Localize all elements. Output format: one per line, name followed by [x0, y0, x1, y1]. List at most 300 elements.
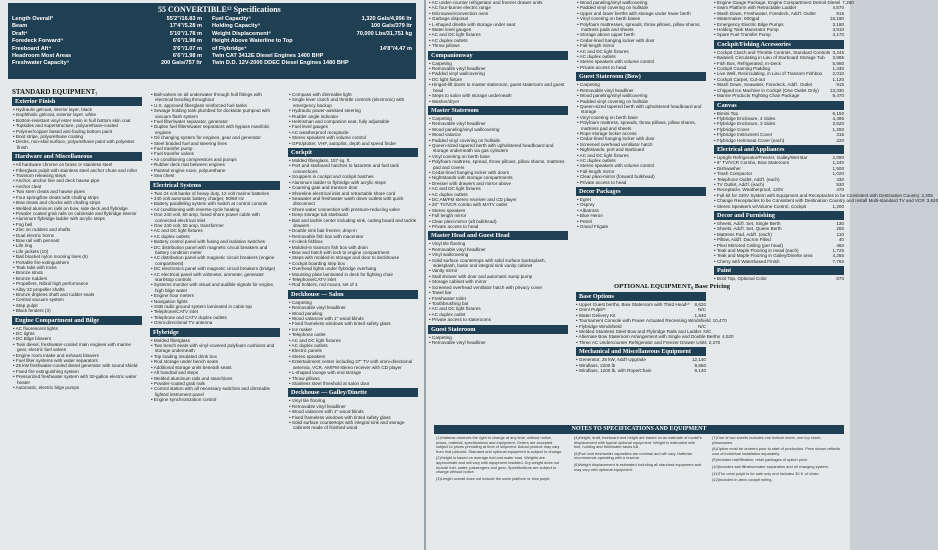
option-label: • Boot Top, Optional Color: [714, 276, 767, 281]
list-item: • L-shaped dinette with storage under seat: [428, 22, 568, 27]
list-item: • Telephone/CATV inlet: [150, 309, 280, 314]
list-item: • Top loading insulated drink box: [150, 354, 280, 359]
list-item: • Steel braided fuel and steering lines: [150, 141, 280, 146]
list-item: • 20" TV/VCR combo with MATV outlet: [428, 202, 568, 207]
list-item: • U.S. approved fiberglass reinforced fuel tanks: [150, 103, 280, 108]
list-item: • Duplex fuel filters/water separators with bypass manifold, engines: [150, 124, 280, 135]
option-price: 2,405: [921, 192, 933, 198]
list-item: • Screened overhead ventilator hatch with privacy cover: [428, 285, 568, 290]
list-item: • Transom releasing steps: [12, 173, 142, 178]
option-label: • Cockpit Clutch and Throttle Controls, Standard Controls: [714, 50, 830, 55]
list-item: • Petrel: [576, 219, 706, 224]
notes-column-2: [574, 436, 702, 548]
list-item: • Fuel filter/water separator, generator: [150, 119, 280, 124]
spec-label: Freshwater Capacity⁵: [12, 60, 70, 67]
spec-column-left: [12, 16, 202, 68]
list-item: • Removable vinyl headliner: [428, 340, 568, 345]
list-item: • Two stern cleats and hawse pipes: [12, 189, 142, 194]
list-item: • Propellers, Nibral high performance: [12, 281, 142, 286]
option-label: • Stereo Speakers w/Volume Control, Cockpit: [714, 204, 806, 209]
list-item: • Carpeting: [576, 82, 706, 87]
list-item: • Fixed frameless windows with tinted safety glass: [288, 415, 418, 420]
price-row: [714, 32, 844, 37]
list-item: • Ice maker: [288, 327, 418, 332]
note-paragraph: (5)Fuel and freshwater capacities are nominal and will vary. Hatteras recommends operating with a reserve.: [574, 450, 692, 461]
option-price: 3,180: [832, 21, 844, 27]
list-item: • Grand Frigate: [576, 224, 706, 229]
list-item: • Throw pillows: [288, 376, 418, 381]
option-label: • Upright Refrigerator/Freezer, Galley/Wet Bar: [714, 155, 807, 160]
price-list: [714, 0, 854, 38]
list-item: • Full-length mirror: [576, 169, 706, 174]
list-item: • Solid surface countertops with integral sink and storage cabinets made of finished wood: [288, 420, 418, 431]
option-price: 1,120: [832, 76, 844, 82]
option-label: • Cherry with Waterbased Finish: [714, 259, 780, 264]
list-item: • Bronze struts: [12, 270, 142, 275]
list-item: • Polyfoam mattresses, spreads, throw pillows, pillow shams, mattress pads and sheets: [576, 22, 706, 33]
section-heading: Paint: [714, 266, 844, 275]
list-item: • Black fenders (3): [12, 308, 142, 313]
section-heading: Cockpit: [288, 148, 418, 157]
list-item: • Wood paneling/vinyl wallcovering: [576, 93, 706, 98]
list-item: • Polyfoam mattress, spreads, throw pillows, pillow shams, mattress pad and sheets: [576, 120, 706, 131]
list-item: • Oil changing system for engines, gear and generator: [150, 135, 280, 140]
list-item: • Engine room intake and exhaust blowers: [12, 353, 142, 358]
option-price: 430: [836, 176, 844, 182]
list-item: • Steps to salon with storage underneath: [428, 93, 568, 98]
list-item: • Automatic, electric bilge pumps: [12, 385, 142, 390]
list-item: • DC AM/FM stereo receiver and CD player: [428, 197, 568, 202]
spec-value: 3'6"/1.07 m: [172, 45, 202, 52]
list-item: • Upper and lower berths with storage under lower berth: [576, 11, 706, 16]
spec-value: 14'8"/4.47 m: [379, 45, 412, 52]
list-item: • Vinyl tile flooring: [428, 241, 568, 246]
option-price: 1,200: [832, 203, 844, 209]
option-price: 4,520: [722, 334, 734, 340]
list-item: • Removable vinyl headliner: [576, 88, 706, 93]
list-item: • AC duplex outlets: [428, 38, 568, 43]
option-price: 13,330: [829, 87, 844, 93]
option-price: 2,270: [708, 339, 721, 345]
price-list: [714, 221, 844, 264]
list-item: • Towel bar: [428, 290, 568, 295]
option-label: • Upper Guest berths, Bow Stateroom with Third Head¹⁰: [576, 302, 690, 307]
list-item: • AC and DC light fixtures: [428, 186, 568, 191]
option-price: 1,840: [694, 312, 706, 318]
list-item: • Twin diesel, freshwater-cooled main engines with marine gear, electric fuel valves: [12, 342, 142, 353]
list-item: • Private access to staterooms: [428, 317, 568, 322]
option-label: • Tournament Console with Power Actuated Recessing Windshield: [576, 318, 711, 323]
list-item: • Coaming gate and transom door: [288, 185, 418, 190]
note-paragraph: (8)Option must be ordered prior to start of production. Price shown reflects cost of individual installation separately.: [712, 446, 841, 456]
option-label: • Dishwasher: [714, 166, 741, 171]
note-paragraph: (6)Weight displacement is estimated including all standard equipment and may vary with optional equipment.: [574, 461, 702, 472]
section-heading: Base Options: [576, 292, 706, 301]
list-item: • Full-length mirror: [576, 43, 706, 48]
option-label: • Flybridge Enclosure, 3 Sides: [714, 121, 775, 126]
list-item: • Sewage holding tank plumbed for dockside pumpout with vacuum flush system: [150, 108, 280, 119]
price-row: [714, 259, 844, 264]
list-item: • Padded vinyl covering on hullside: [576, 99, 706, 104]
option-label: • Omni Pulpit¹¹: [576, 307, 606, 312]
spec-label: Length Overall³: [12, 16, 54, 22]
list-item: • AC duplex outlets: [150, 234, 280, 239]
list-item: • Rudder angle indicator: [288, 114, 418, 119]
notes-column-3: [712, 436, 842, 548]
list-item: • Fuel level gauges: [288, 124, 418, 129]
spec-label: Freeboard Aft⁴: [12, 45, 52, 52]
option-label: • Generator, 25 kW, Add'l Upgrade: [576, 357, 646, 362]
column-4: [428, 0, 568, 425]
option-price: 3,910: [832, 27, 844, 33]
option-price: 3,620: [926, 198, 938, 204]
list-item: • Padded vinyl covering on hullside: [428, 138, 568, 143]
list-item: • Rubber deck mat between engines: [150, 162, 280, 167]
list-item: • Engine synchronization control: [150, 397, 280, 402]
list-item: • Stereo speakers: [428, 208, 568, 213]
option-label: • Cockpit Coaming Padding: [714, 66, 770, 71]
note-paragraph: (11)The omni pulpit is for sale only and includes 30 ft. of chain.: [712, 470, 820, 476]
spec-label: Draft⁴: [12, 30, 28, 37]
list-item: • Rod holders, rod mount, set of 4: [288, 282, 418, 287]
list-item: • Battery control panel with fusing and isolation switches: [150, 239, 280, 244]
note-paragraph: (1)Hatteras reserves the right to change at any time, without notice, prices, material, specifications and equipment. Orders are accepted subject to prices prevailing at time of shipment. Actual product may vary from that pictured. Standard and optional equipment is subject to change.: [436, 435, 563, 454]
list-item: • AC and DC light fixtures: [150, 228, 280, 233]
spec-label: Foredeck Forward⁴: [12, 38, 64, 45]
list-item: • Bow and hatch with lock to engine compartment: [288, 250, 418, 255]
price-row: [714, 276, 844, 281]
list-item: • Private access to head: [576, 180, 706, 185]
list-item: • Cockpit boarding step box: [288, 261, 418, 266]
list-item: • Powder-coated grab rails: [150, 381, 280, 386]
list-item: • AC distribution panel with magnetic circuit breakers (engine compartment): [150, 255, 280, 266]
spec-row: [12, 38, 202, 45]
list-item: • Double sink bait freezer, drop-in: [288, 228, 418, 233]
option-price: 670: [836, 276, 844, 282]
list-item: • DC light fixture: [428, 77, 568, 82]
list-item: • Nightstands, port and starboard: [576, 147, 706, 152]
list-item: • AC fluorescent lights: [12, 326, 142, 331]
price-list: [714, 276, 844, 281]
list-item: • Vinyl covering on berth base: [428, 154, 568, 159]
list-item: • Carpeting: [428, 61, 568, 66]
list-item: • Isophthalic gelcoat, exterior layer, white: [12, 112, 142, 117]
spec-row: [12, 31, 202, 38]
section-heading: Decor and Furnishing: [714, 211, 844, 220]
section-heading: Companionway: [428, 51, 568, 60]
list-item: • AC duplex outlets: [288, 343, 418, 348]
option-price: 220: [836, 137, 844, 143]
list-item: • Private access to head: [576, 65, 706, 70]
spec-value: 70,000 Lbs/31,751 kg: [356, 30, 412, 37]
option-label: • Swim Platform with Retractable Ladder: [714, 5, 796, 10]
list-item: • Central vacuum system: [12, 297, 142, 302]
option-label: • Live Well, Recirculating, in Lieu of Transom Fishbox: [714, 71, 822, 76]
spec-label: Twin D.D. 12V-2000 DDEC Diesel Engines 1480 BHP: [212, 60, 349, 67]
list-item: • Two 24 volt banks of heavy duty, 12 volt marine batteries: [150, 191, 280, 196]
option-label: • TV Outlet, Add'l. (each): [714, 182, 764, 187]
list-item: • Carpeting: [428, 116, 568, 121]
spec-row: [212, 38, 412, 45]
list-item: • Wood paneling/vinyl wallcovering: [428, 127, 568, 132]
list-item: • Fixed fire extinguishing system: [12, 369, 142, 374]
option-price: N/C: [698, 323, 706, 329]
list-item: • Toothbrushing bar: [428, 301, 568, 306]
list-item: • Aft handrail and steps: [150, 370, 280, 375]
option-label: • Full-kit for 230V System with Equipment and Receptacles to be Consistent with Destination Country: [714, 193, 919, 198]
list-item: • Bait bracket nylon mooring lines (6): [12, 254, 142, 259]
list-item: • Washer/dryer: [428, 99, 568, 104]
section-heading: Deckhouse — Salon: [288, 290, 418, 299]
list-item: • One 240 volt, 50 amp, fused shore power cable with connected electrical inlet: [150, 212, 280, 223]
list-item: • Electric panels: [288, 348, 418, 353]
option-price: 18,190: [829, 16, 844, 22]
list-item: • Rod storage under bench seats: [150, 359, 280, 364]
option-label: • Telephone Outlet, Add'l. (each): [714, 177, 780, 182]
list-item: • Solid surface countertops with solid surface backsplash, sidesplash, basin and integral sink vanity cabinet: [428, 258, 568, 269]
option-price: 2,090: [832, 154, 844, 160]
list-item: • Vanity mirror: [428, 268, 568, 273]
spec-row: [12, 23, 202, 30]
option-price: 4,570: [832, 5, 844, 11]
note-paragraph: (2)Height is based on average fuel and water load. Weights are approximate and will vary with equipment installed. Dry weight does not include fuel, water, passengers and gear. Specifications are subject to change without notice.: [436, 455, 560, 475]
list-item: • Cedar-lined hanging locker with door: [576, 136, 706, 141]
column-6-options: [576, 290, 734, 425]
option-label: • Receptacle, Weatherproof, 120V: [714, 187, 783, 192]
list-item: • Fixed frameless windows with tinted safety glass: [288, 321, 418, 326]
spec-label: Fuel Capacity⁵: [212, 16, 251, 22]
list-item: • Storage cabinet with mirror: [428, 279, 568, 284]
spec-row: [212, 31, 412, 38]
spec-row: [212, 46, 412, 53]
option-label: • Flybridge Helmseat Cover (each): [714, 138, 784, 143]
list-item: • Polyfoam mattress, spread, throw pillows, pillow shams, mattress pad and covers: [428, 159, 568, 170]
list-item: • Ball-valves on all underwater through hull fittings with electrical bonding throughout: [150, 92, 280, 103]
option-label: • Baitwell, Circulating in Lieu of Starboard Storage Tub: [714, 55, 825, 60]
option-label: • Teak and Maple Flooring in Head (each): [714, 248, 799, 253]
spec-row: [12, 46, 202, 53]
option-label: • Plexi Mirrored Ceiling (per head): [714, 243, 783, 248]
option-label: • Water Delivery Kit: [576, 313, 615, 318]
list-item: • Bow rail with pennant: [12, 238, 142, 243]
option-price: 9,140: [694, 368, 706, 374]
list-item: • Garbage disposal: [428, 16, 568, 21]
spec-row: [12, 53, 202, 60]
list-item: • In-deck fishbox: [288, 239, 418, 244]
option-label: • Bimini Top: [714, 111, 738, 116]
list-item: • Helmsman and companion seat, fully adjustable: [288, 119, 418, 124]
section-heading: Engine Compartment and Bilge: [12, 316, 142, 325]
note-paragraph: (4)Height, draft, freeboard and height are based on an estimate of model's displacement with typical optional equipment. Weight is estimated with fuel, holding and freshwater tanks full.: [574, 435, 702, 450]
list-item: • Navigation lights: [150, 299, 280, 304]
option-price: 1,020: [832, 171, 844, 177]
list-item: • Osprey: [576, 202, 706, 207]
section-heading: Master Head and Guest Head: [428, 231, 568, 240]
option-label: • Wash Down, Freshwater, Foredeck, Add'l. Outlet: [714, 11, 816, 16]
spec-value: 200 Gals/757 ltr: [160, 60, 202, 67]
spec-value: 6'6"/1.98 m: [172, 38, 202, 45]
list-item: • GPS/plotter, VHF, autopilot, depth and speed finder: [288, 141, 418, 146]
list-item: • Life jackets (10): [12, 249, 142, 254]
option-label: • Windlass, 1200 lb, with Rope/Chain: [576, 368, 651, 373]
spec-value: 17'4"/5.28 m: [169, 23, 202, 30]
list-item: • Bronze dripless shaft and rudder seals: [12, 292, 142, 297]
column-7: [714, 0, 938, 425]
list-item: • Vinyl wallcovering: [428, 252, 568, 257]
option-label: • 6" TV/VCR Combo, Bow Stateroom: [714, 160, 789, 165]
list-item: • Removable vinyl headliner: [428, 66, 568, 71]
list-item: • Entertainment center including 27" TV with omni-directional antenna, VCR, AM/FM stereo receiver with CD player: [288, 359, 418, 370]
list-item: • Fuel filter systems with water separators: [12, 358, 142, 363]
spec-label: Holding Capacity⁵: [212, 23, 261, 30]
list-item: • Microwave/convection oven: [428, 11, 568, 16]
list-item: • AC four-burner electric range: [428, 5, 568, 10]
standard-equipment-heading: STANDARD EQUIPMENT₇: [12, 88, 98, 96]
optional-equipment-heading: OPTIONAL EQUIPMENT₉ Base Pricing: [614, 283, 731, 290]
section-heading: Decor Packages: [576, 187, 706, 196]
list-item: • Molded-in transom fish box with drain: [288, 245, 418, 250]
list-item: • Queen-sized tapered berth with upholstered headboard and storage: [576, 104, 706, 115]
option-label: • Sheets, Add'l. Set, Queen Berth: [714, 226, 782, 231]
list-item: • Stereo speakers with volume control: [576, 163, 706, 168]
column-2: [150, 92, 280, 550]
option-price: 1,725: [832, 248, 844, 254]
list-item: • Decks, non-skid surface, polyurethane paint with polyester finish: [12, 139, 142, 150]
list-item: • 240 volt automatic battery charger, 50/60 Hz: [150, 196, 280, 201]
list-item: • Carpeting: [428, 335, 568, 340]
list-item: • Port and starboard hatches to lazarette and fuel tank connections: [288, 163, 418, 174]
section-heading: Hardware and Miscellaneous: [12, 152, 142, 161]
note-paragraph: (10)Includes salt filtration/water separation and oil changing system.: [712, 463, 829, 469]
list-item: • Boot stripe, polyurethane coating: [12, 134, 142, 139]
section-heading: Mechanical and Miscellaneous Equipment: [576, 347, 706, 356]
option-price: N/C: [698, 307, 706, 313]
option-price: 1,240: [832, 160, 844, 166]
spec-label: Twin CAT 3412E Diesel Engines 1400 BHP: [212, 53, 324, 60]
option-label: • Flybridge Windshield: [576, 324, 622, 329]
option-price: 10,470: [712, 318, 727, 324]
list-item: • Queen-sized tapered berth with upholstered headboard and storage underneath via gas cylinders: [428, 143, 568, 154]
column-5: [576, 0, 706, 283]
list-item: • Two bench seats with vinyl-covered polyfoam cushions and storage underneath: [150, 343, 280, 354]
spec-title: 55 CONVERTIBLE¹² Specifications: [158, 5, 281, 14]
option-label: • Chipped Ice Machine in Cockpit (One Outlet Only): [714, 88, 819, 93]
list-item: • Private access to head: [428, 224, 568, 229]
option-price: 4,170: [832, 32, 844, 38]
list-item: • Stall shower with door and automatic sump pump: [428, 274, 568, 279]
list-item: • Removable vinyl headliner: [288, 305, 418, 310]
spec-label: Headroom Most Areas: [12, 53, 72, 60]
spec-row: [212, 60, 412, 67]
list-item: • All hardware chrome on brass or stainless steel: [12, 162, 142, 167]
notes-column-1: [436, 436, 564, 548]
option-price: 8,620: [694, 302, 706, 307]
spec-column-right: [212, 16, 412, 68]
section-heading: Canvas: [714, 101, 844, 110]
note-paragraph: (12)Includes in-deck cockpit wiring.: [712, 477, 773, 483]
list-item: • L-shaped lounge with end storage: [288, 370, 418, 375]
list-item: • Compass with dimmable light: [288, 92, 418, 97]
option-label: • Engine Gauge Package, Engine Compartment Detroit Diesel: [714, 0, 840, 5]
list-item: • Single lever clutch and throttle controls (electronic) with emergency backup: [288, 97, 418, 108]
section-heading: Deckhouse — Galley/Dinette: [288, 388, 418, 397]
list-item: • AC weatherproof receptacle: [288, 130, 418, 135]
option-price: N/C: [703, 329, 712, 335]
spec-label: Weight Displacement⁶: [212, 30, 272, 37]
list-item: • Life ring: [12, 243, 142, 248]
price-row: [714, 138, 844, 143]
option-price: 1,430: [832, 66, 844, 72]
list-item: • Deep storage tub starboard: [288, 212, 418, 217]
list-item: • Removable vinyl headliner: [428, 247, 568, 252]
option-price: 3,885: [832, 55, 844, 61]
list-item: • Stainless steel threshold at salon door: [288, 381, 418, 386]
option-label: • Three AC Undercounter Refrigerator and Freezer Drawer Units: [576, 340, 707, 345]
list-item: • Stereo speakers with volume control: [288, 135, 418, 140]
list-item: • Telephone outlet: [288, 332, 418, 337]
list-item: • 25 kW freshwater-cooled diesel generator with sound shield: [12, 363, 142, 368]
list-item: • Molded fiberglass: [150, 338, 280, 343]
list-item: • Vinyl covering on berth bases: [576, 16, 706, 21]
list-item: • Step pulpit: [12, 303, 142, 308]
spec-value: 1,320 Gals/4,996 ltr: [361, 16, 412, 22]
list-item: • Painted engine room, polyurethane: [150, 168, 280, 173]
option-price: 110: [836, 231, 844, 237]
option-label: • Wash Down, Seawater, Foredeck, Add'l. Outlet: [714, 82, 812, 87]
list-item: • Molded fiberglass, 157 sq. ft.: [288, 158, 418, 163]
list-item: • Four spring/line cleats with chafing strips: [12, 195, 142, 200]
list-item: • Systems monitor with visual and audible signals for engine, high bilge water: [150, 282, 280, 293]
list-item: • Removable vinyl headliner: [288, 404, 418, 409]
list-item: • Telephone/CATV inlet: [288, 277, 418, 282]
spec-value: 6'6"/1.98 m: [172, 53, 202, 60]
list-item: • Wood valance: [428, 132, 568, 137]
list-item: • Wood valances with 1" wood blinds: [288, 316, 418, 321]
option-label: • Flybridge Cover: [714, 127, 749, 132]
list-item: • Hinged-lift doors to master stateroom, guest stateroom and guest head: [428, 82, 568, 93]
list-item: • Hydraulic gelcoat, interior layer, black: [12, 107, 142, 112]
list-item: • Bow cleats and chocks with chafing strips: [12, 200, 142, 205]
price-list: [714, 50, 844, 99]
list-item: • AC and DC light fixtures: [428, 32, 568, 37]
list-item: • AC and DC light fixtures: [288, 338, 418, 343]
section-heading: Master Stateroom: [428, 106, 568, 115]
list-item: • AC and DC light fixtures: [576, 153, 706, 158]
spec-value: 55'2"/16.83 m: [166, 16, 202, 22]
list-item: • Blue Heron: [576, 213, 706, 218]
option-label: • Pillow, Add'l. Dacron Filled: [714, 237, 771, 242]
list-item: • One 240 volt, 50 amp, transformer: [150, 223, 280, 228]
spec-row: [212, 16, 412, 23]
list-item: • Air conditioning with reverse-cycle heating: [150, 207, 280, 212]
option-price: 315: [836, 132, 844, 138]
list-item: • Rope storage locker access: [576, 131, 706, 136]
option-price: 40: [838, 237, 844, 243]
column-1: [12, 95, 142, 550]
list-item: • AC under-counter refrigerator and freezer drawer units: [428, 0, 568, 5]
option-label: • Welded Stainless Steel Bow and Flybridge Rails and Ladder: [576, 329, 701, 334]
section-heading: Guest Stateroom: [428, 325, 568, 334]
list-item: • AC duplex outlet: [428, 312, 568, 317]
list-item: • Bait and tackle center including sink, cutting board and tackle drawers: [288, 218, 418, 229]
list-item: • AC and DC light fixtures: [576, 49, 706, 54]
option-label: • Holding Tank Macerator Pump: [714, 27, 779, 32]
list-item: • Welded aluminum rails on bow, side deck and flybridge: [12, 206, 142, 211]
notes-heading: NOTES TO SPECIFICATIONS AND EQUIPMENT: [434, 425, 844, 434]
option-label: • Watermaker, 600gpd: [714, 16, 759, 21]
list-item: • Shore water connection with pressure-reducing valve: [288, 207, 418, 212]
list-item: • Control station with all necessary switches and dimmable lighted instrument panel: [150, 386, 280, 397]
